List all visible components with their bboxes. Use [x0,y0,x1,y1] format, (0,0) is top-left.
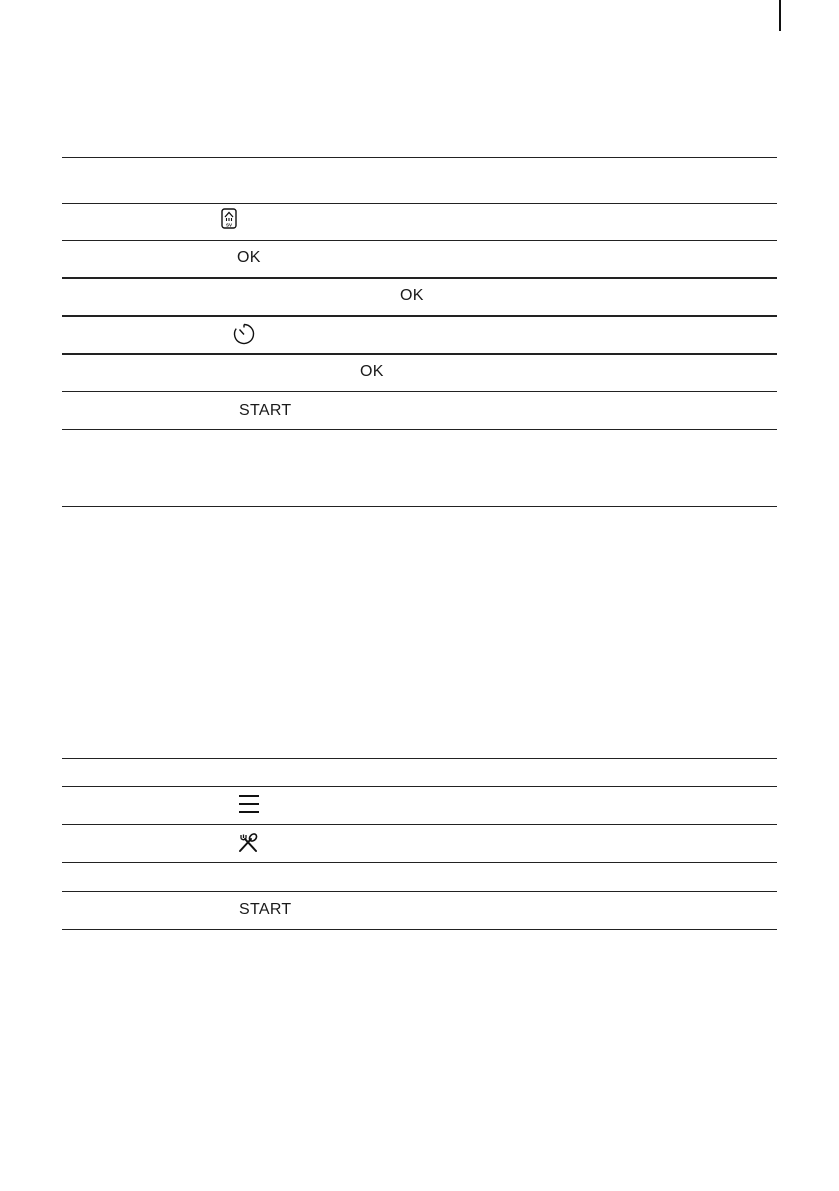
ok-button-label: OK [400,287,424,304]
table-rule [62,862,777,863]
menu-icon [238,794,260,814]
svg-text:SV: SV [225,222,233,228]
table-rule [62,277,777,279]
start-button-label: START [239,901,292,918]
table-rule [62,891,777,892]
table-rule [62,315,777,317]
start-button-label: START [239,402,292,419]
ok-button-label: OK [237,249,261,266]
table-rule [62,758,777,759]
ok-button-label: OK [360,363,384,380]
table-rule [62,786,777,787]
table-rule [62,429,777,430]
cutlery-icon [237,833,259,853]
table-rule [62,929,777,930]
table-rule [62,824,777,825]
table-rule [62,157,777,158]
page-corner-mark [779,0,781,31]
sous-vide-steam-icon [221,208,237,230]
table-rule [62,353,777,355]
table-rule [62,506,777,507]
table-rule [62,203,777,204]
timer-icon [232,322,256,346]
table-rule [62,391,777,392]
table-rule [62,240,777,241]
